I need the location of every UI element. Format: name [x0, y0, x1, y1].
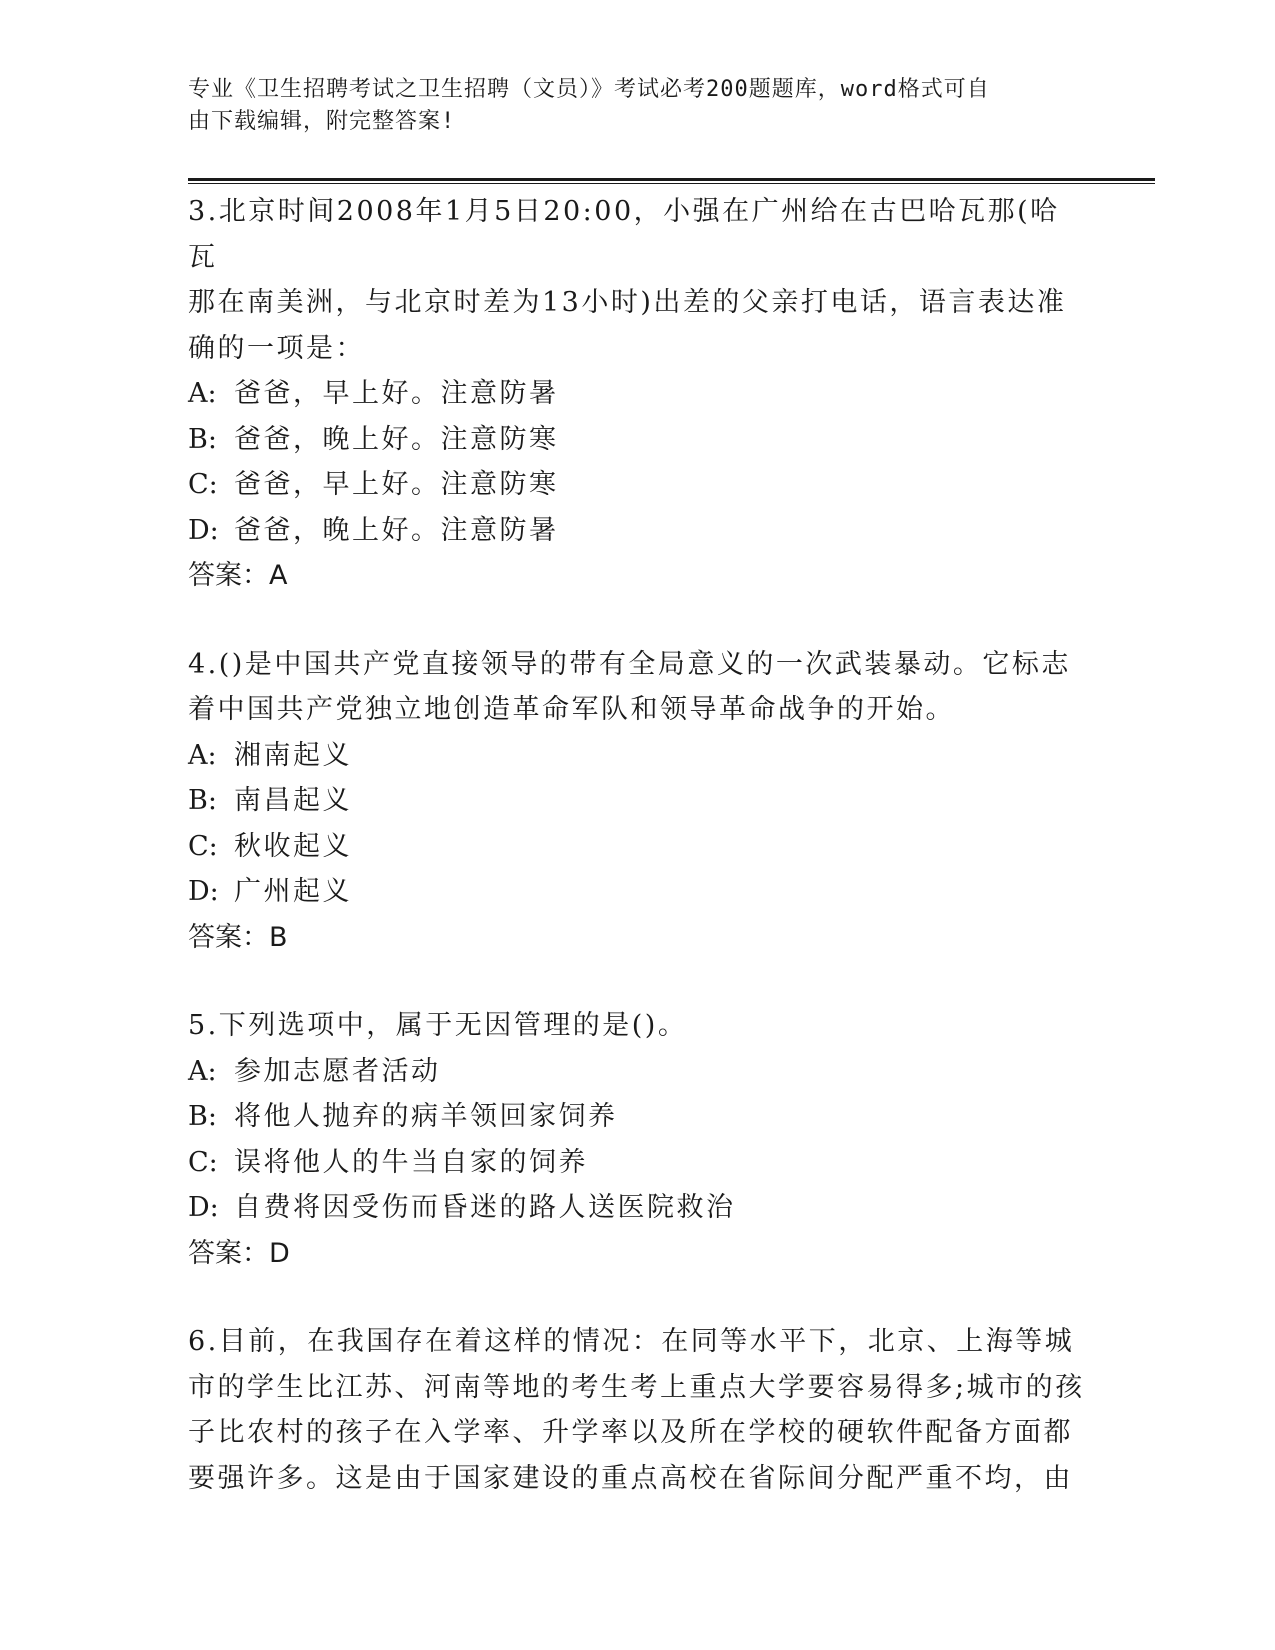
- option-key: B:: [188, 423, 217, 455]
- question-text-line: 着中国共产党独立地创造革命军队和领导革命战争的开始。: [188, 694, 955, 725]
- option-key: C:: [188, 1146, 218, 1178]
- option-b: [188, 417, 1088, 463]
- option-key: C:: [188, 469, 218, 500]
- option-c: [188, 824, 1088, 870]
- option-text: 爸爸，晚上好。注意防暑: [234, 514, 559, 546]
- question-text-line: 5.下列选项中，属于无因管理的是()。: [188, 1010, 688, 1041]
- option-b: [188, 1094, 1088, 1140]
- option-text: 南昌起义: [234, 785, 352, 816]
- option-key: B:: [188, 1101, 217, 1132]
- option-key: A:: [188, 378, 217, 409]
- question-text-line: 6.目前，在我国存在着这样的情况：在同等水平下，北京、上海等城: [188, 1326, 1075, 1357]
- question-text-line: 子比农村的孩子在入学率、升学率以及所在学校的硬软件配备方面都: [188, 1417, 1073, 1448]
- question-text-line: 那在南美洲，与北京时差为13小时)出差的父亲打电话，语言表达准: [188, 287, 1067, 318]
- option-text: 爸爸，早上好。注意防寒: [234, 469, 559, 500]
- option-text: 自费将因受伤而昏迷的路人送医院救治: [234, 1192, 736, 1223]
- option-c: [188, 462, 1088, 508]
- option-key: D:: [188, 1192, 219, 1223]
- option-key: D:: [188, 514, 219, 546]
- option-b: [188, 778, 1088, 824]
- question-text-line: 要强许多。这是由于国家建设的重点高校在省际间分配严重不均，由: [188, 1462, 1073, 1494]
- option-text: 将他人抛弃的病羊领回家饲养: [234, 1101, 618, 1132]
- answer-line: 答案：B: [188, 921, 288, 953]
- option-text: 湘南起义: [234, 739, 352, 771]
- question-text-line: 确的一项是：: [188, 332, 365, 364]
- option-text: 参加志愿者活动: [234, 1055, 441, 1087]
- option-key: B:: [188, 785, 217, 816]
- question-text-line: 4.()是中国共产党直接领导的带有全局意义的一次武装暴动。它标志: [188, 648, 1071, 680]
- option-text: 秋收起义: [234, 830, 352, 862]
- option-d: [188, 1185, 1088, 1231]
- question-4: [188, 642, 1088, 961]
- question-text-line: 3.北京时间2008年1月5日20:00，小强在广州给在古巴哈瓦那(哈瓦: [188, 196, 1060, 273]
- option-text: 误将他人的牛当自家的饲养: [234, 1146, 588, 1178]
- header-line-2: 由下载编辑，附完整答案!: [188, 109, 456, 134]
- option-key: A:: [188, 739, 217, 771]
- question-text-line: 市的学生比江苏、河南等地的考生考上重点大学要容易得多;城市的孩: [188, 1371, 1085, 1403]
- question-3: [188, 189, 1088, 599]
- option-text: 广州起义: [234, 876, 352, 907]
- answer-line: 答案：D: [188, 1237, 290, 1269]
- option-key: C:: [188, 830, 218, 862]
- option-c: [188, 1140, 1088, 1186]
- option-a: [188, 371, 1088, 417]
- question-6: [188, 1319, 1088, 1501]
- option-text: 爸爸，晚上好。注意防寒: [234, 423, 559, 455]
- question-5: [188, 1003, 1088, 1276]
- question-list: [188, 189, 1088, 1544]
- option-a: [188, 733, 1088, 779]
- header-divider-thin: [188, 183, 1155, 184]
- option-d: [188, 508, 1088, 554]
- answer-line: 答案：A: [188, 560, 288, 591]
- document-header: [188, 74, 1068, 138]
- option-text: 爸爸，早上好。注意防暑: [234, 378, 559, 409]
- header-divider-thick: [188, 178, 1155, 181]
- option-d: [188, 869, 1088, 915]
- option-key: D:: [188, 876, 219, 907]
- option-key: A:: [188, 1055, 217, 1087]
- header-line-1: 专业《卫生招聘考试之卫生招聘（文员）》考试必考200题题库，word格式可自: [188, 77, 990, 102]
- option-a: [188, 1049, 1088, 1095]
